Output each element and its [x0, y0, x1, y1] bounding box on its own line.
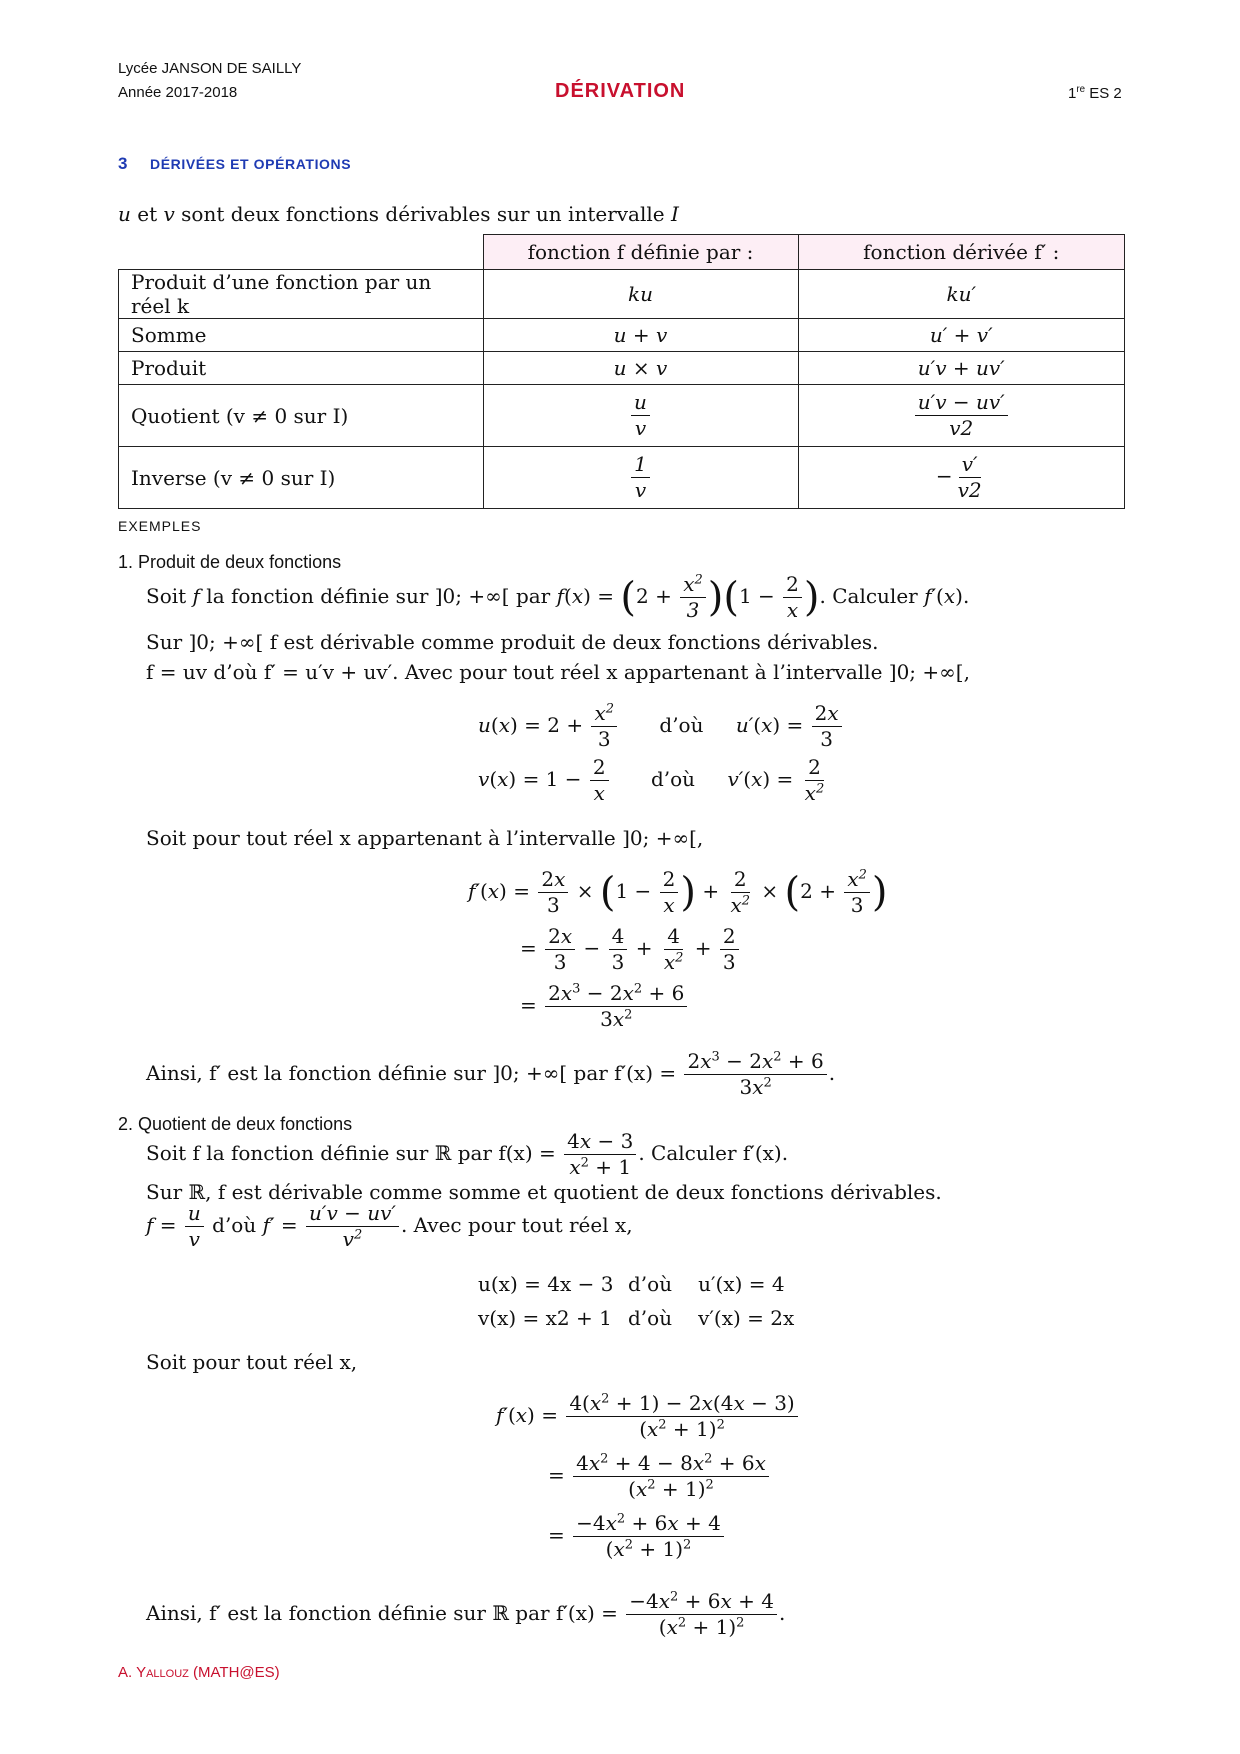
row-derivative: $\frac{u'v - uv'}{v2}$: [798, 385, 1125, 447]
ex2-calc-1: f′(x) = $\frac{4(x^2 + 1) - 2x(4x - 3)}{(x^2 + 1)^2}$: [496, 1392, 800, 1441]
row-function: u × v: [483, 352, 798, 385]
table-row: [119, 270, 1125, 319]
row-function: ku: [483, 270, 798, 319]
school-name: Lycée JANSON DE SAILLY: [118, 60, 302, 77]
ex2-calc-3: = $\frac{-4x^2 + 6x + 4}{(x^2 + 1)^2}$: [548, 1512, 726, 1561]
ex2-line3: f = $\frac{u}{v}$ d’où f′ = $\frac{u'v - uv'}{v^2}$ . Avec pour tout réel x,: [146, 1201, 633, 1251]
intro-text: u et v sont deux fonctions dérivables sur un intervalle I: [118, 202, 679, 226]
row-function: u + v: [483, 319, 798, 352]
col-header-derivative: fonction dérivée f′ :: [798, 235, 1125, 270]
class-label: 1re ES 2: [1068, 84, 1122, 102]
ex1-conclusion: Ainsi, f′ est la fonction définie sur ]0; +∞[ par f′(x) = $\frac{2x^3 - 2x^2 + 6}{3x^2}$ .: [146, 1049, 836, 1099]
ex1-u-def: u(x) = 2 + $\frac{x^2}{3}$ d’où u′(x) = $\frac{2x}{3}$: [478, 702, 844, 751]
row-function: $\frac{1}{v}$: [483, 447, 798, 509]
footer-author: A. Yallouz (MATH@ES): [118, 1664, 280, 1681]
row-derivative: u′ + v′: [798, 319, 1125, 352]
section-number: 3: [118, 154, 128, 173]
row-label: Somme: [119, 319, 484, 352]
row-derivative: u′v + uv′: [798, 352, 1125, 385]
row-label: Produit d’une fonction par un réel k: [119, 270, 484, 319]
ex2-v-def: v(x) = x2 + 1 d’où v′(x) = 2x: [478, 1306, 795, 1330]
ex1-calc-1: f′(x) = $\frac{2x}{3}$ × (1 − $\frac{2}{x}$ ) + $\frac{2}{x^2}$ × (2 + $\frac{x^2}{3}$ ): [468, 867, 888, 917]
row-label: Inverse (v ≠ 0 sur I): [119, 447, 484, 509]
row-derivative: − $\frac{v'}{v2}$: [798, 447, 1125, 509]
ex1-calc-2: = $\frac{2x}{3}$ − $\frac{4}{3}$ + $\frac{4}{x^2}$ + $\frac{2}{3}$: [520, 925, 741, 974]
page-title: DÉRIVATION: [555, 80, 686, 102]
ex1-v-def: v(x) = 1 − $\frac{2}{x}$ d’où v′(x) = $\frac{2}{x^2}$: [478, 755, 825, 805]
table-row: [119, 352, 1125, 385]
school-year: Année 2017-2018: [118, 84, 238, 101]
row-function: $\frac{u}{v}$: [483, 385, 798, 447]
table-row: [119, 319, 1125, 352]
ex1-line2: Sur ]0; +∞[ f est dérivable comme produit de deux fonctions dérivables.: [146, 630, 879, 654]
example-2-heading: 2. Quotient de deux fonctions: [118, 1114, 353, 1134]
ex1-line4: Soit pour tout réel x appartenant à l’intervalle ]0; +∞[,: [146, 826, 704, 850]
ex1-calc-3: = $\frac{2x^3 - 2x^2 + 6}{3x^2}$: [520, 982, 689, 1031]
examples-label: EXEMPLES: [118, 518, 202, 534]
row-derivative: ku′: [798, 270, 1125, 319]
ex1-statement: Soit f la fonction définie sur ]0; +∞[ par f(x) = (2 + $\frac{x^2}{3}$ )(1 − $\frac{2}{x}$ ). Calculer f′(x).: [146, 572, 970, 622]
ex2-line2: Sur ℝ, f est dérivable comme somme et quotient de deux fonctions dérivables.: [146, 1180, 942, 1204]
row-label: Quotient (v ≠ 0 sur I): [119, 385, 484, 447]
derivative-rules-table: [118, 234, 1125, 509]
example-1-heading: 1. Produit de deux fonctions: [118, 552, 342, 572]
ex2-conclusion: Ainsi, f′ est la fonction définie sur ℝ par f′(x) = $\frac{-4x^2 + 6x + 4}{(x^2 + 1)^2}$ .: [146, 1589, 786, 1639]
row-label: Produit: [119, 352, 484, 385]
ex2-calc-2: = $\frac{4x^2 + 4 - 8x^2 + 6x}{(x^2 + 1)^2}$: [548, 1452, 771, 1501]
section-title: DÉRIVÉES ET OPÉRATIONS: [150, 156, 352, 172]
ex2-statement: Soit f la fonction définie sur ℝ par f(x) = $\frac{4x - 3}{x^2 + 1}$ . Calculer f′(x).: [146, 1129, 789, 1179]
ex2-line4: Soit pour tout réel x,: [146, 1350, 358, 1374]
ex2-u-def: u(x) = 4x − 3 d’où u′(x) = 4: [478, 1272, 785, 1296]
table-row: [119, 447, 1125, 509]
col-header-function: fonction f définie par :: [483, 235, 798, 270]
ex1-line3: f = uv d’où f′ = u′v + uv′. Avec pour tout réel x appartenant à l’intervalle ]0; +∞[,: [146, 660, 970, 684]
table-row: [119, 385, 1125, 447]
